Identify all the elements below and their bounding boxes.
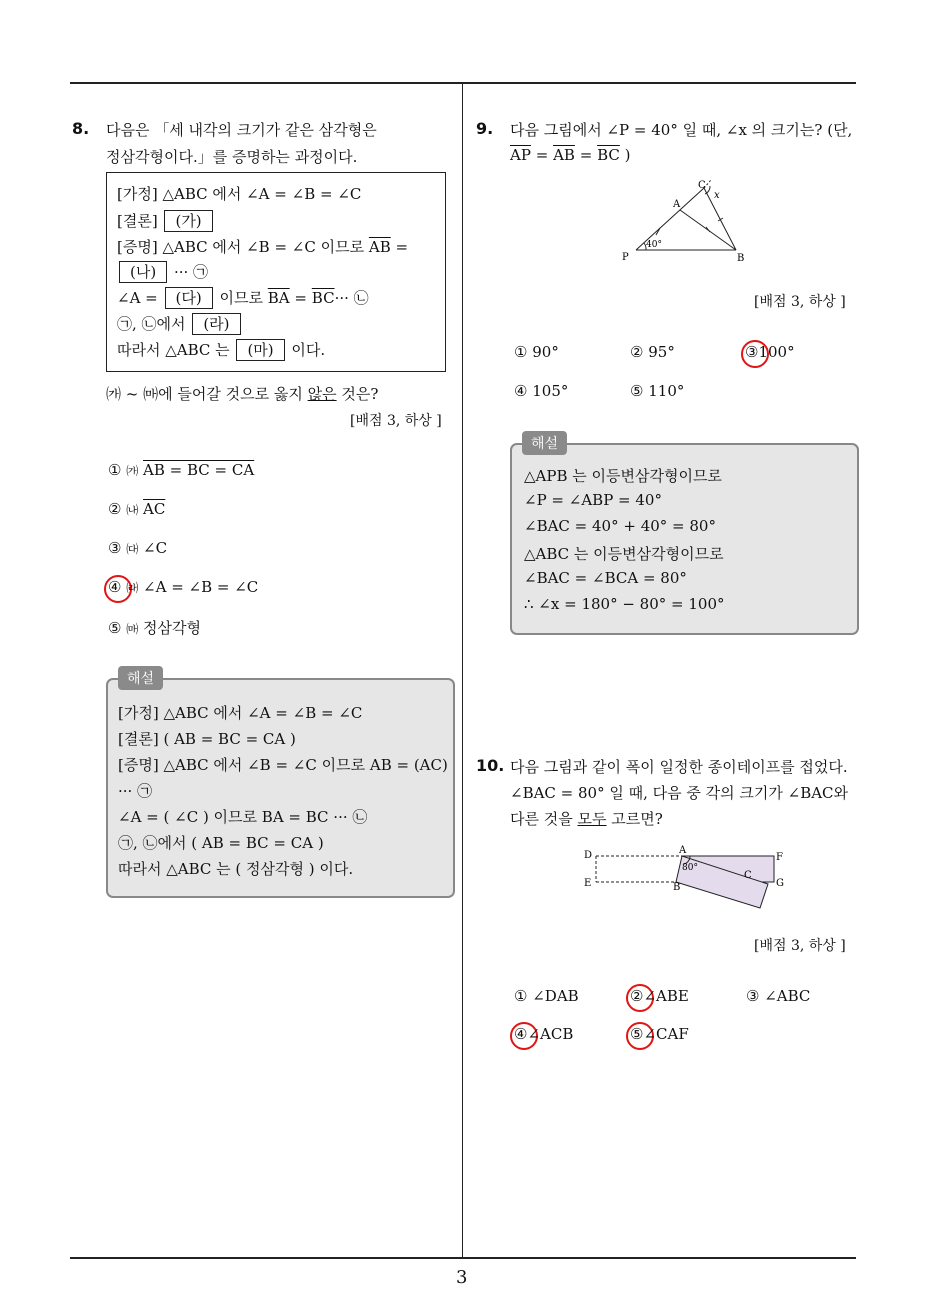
q10-label-e: E	[584, 878, 592, 889]
q10-choice-5-text: ∠CAF	[643, 1025, 689, 1043]
q8-choice-5-num: ⑤	[108, 619, 122, 637]
bottom-rule	[70, 1257, 856, 1259]
q10-choice-3[interactable]	[746, 987, 810, 1005]
q8-choice-1-text: AB = BC = CA	[143, 461, 255, 479]
q8-blank-ra: (라)	[192, 313, 240, 335]
q10-tape-figure	[578, 840, 788, 916]
q8-box-assumption: [가정] △ABC 에서 ∠A = ∠B = ∠C	[117, 185, 362, 203]
q9-choice-1-text: 90°	[532, 343, 559, 361]
q8-box-bc: $\overline{BC}$	[311, 289, 335, 307]
q8-choice-3-tag: ㈐	[126, 542, 139, 556]
q8-stem-line1: 다음은 「세 내각의 크기가 같은 삼각형은	[106, 121, 377, 139]
q8-box-eq: =	[395, 238, 409, 256]
q9-number: 9.	[476, 119, 494, 138]
q8-blank-da: (다)	[165, 287, 213, 309]
q9-choice-2-num: ②	[630, 343, 644, 361]
q8-choice-5[interactable]	[108, 617, 201, 638]
q10-number: 10.	[476, 756, 505, 775]
q8-choice-4[interactable]	[108, 578, 258, 596]
q9-stem-line1: 다음 그림에서 ∠P = 40° 일 때, ∠x 의 크기는? (단,	[510, 121, 853, 139]
q9-label-p: P	[622, 252, 629, 263]
q10-stem-line1: 다음 그림과 같이 폭이 일정한 종이테이프를 접었다.	[510, 758, 848, 776]
q8-box-because: 이므로	[219, 289, 263, 307]
q8-choice-4-tag: ㈑	[126, 581, 139, 595]
q8-choice-2-text: $\overline{AC}$	[143, 500, 166, 518]
q9-choice-4[interactable]	[514, 382, 568, 400]
q9-angle-arc-x	[705, 186, 710, 194]
q10-score: [배점 3, 하상 ]	[754, 938, 846, 954]
q8-score: [배점 3, 하상 ]	[350, 413, 442, 429]
q9-sol-line1: △APB 는 이등변삼각형이므로	[524, 467, 722, 485]
q10-label-f: F	[776, 852, 783, 863]
q8-box-line5	[117, 287, 369, 309]
q10-label-angle: 80°	[682, 863, 698, 873]
q9-choice-2-text: 95°	[648, 343, 675, 361]
q9-choice-3-text: 100°	[758, 343, 795, 361]
page-number: 3	[456, 1267, 468, 1288]
q10-stem-line3b: 고르면?	[611, 810, 663, 828]
q8-choice-5-text: 정삼각형	[143, 619, 201, 637]
q9-stem-eq1: =	[535, 146, 549, 164]
q9-score: [배점 3, 하상 ]	[754, 294, 846, 310]
q8-blank-ma: (마)	[236, 339, 284, 361]
q9-solution-box	[510, 443, 859, 635]
q8-sol-line3: [증명] △ABC 에서 ∠B = ∠C 이므로 AB = (AC)	[118, 756, 448, 774]
q9-choice-3-num: ③	[745, 343, 759, 361]
q9-choice-1-num: ①	[514, 343, 528, 361]
q10-choice-5-num: ⑤	[630, 1025, 644, 1043]
q9-sol-line2: ∠P = ∠ABP = 40°	[524, 491, 662, 509]
q9-choice-3[interactable]	[745, 343, 795, 361]
q8-box-angle-a: ∠A =	[117, 289, 158, 307]
q8-choice-1[interactable]	[108, 461, 254, 479]
q9-sol-line3: ∠BAC = 40° + 40° = 80°	[524, 517, 716, 535]
q10-stem-line3	[510, 808, 663, 829]
q9-label-b: B	[737, 253, 745, 264]
q9-label-angle: 40°	[646, 240, 662, 250]
q8-box-therefore: 따라서 △ABC 는	[117, 341, 230, 359]
q8-sol-line4: ··· ㉠	[118, 782, 153, 800]
q8-question-b: 것은?	[341, 385, 379, 403]
q8-sol-line7: 따라서 △ABC 는 ( 정삼각형 ) 이다.	[118, 860, 354, 878]
q9-stem-eq2: =	[579, 146, 593, 164]
q8-solution-box	[106, 678, 455, 898]
q9-sol-line4: △ABC 는 이등변삼각형이므로	[524, 545, 724, 563]
q10-choice-3-num: ③	[746, 987, 760, 1005]
q9-stem-ap: $\overline{AP}$	[510, 146, 531, 164]
q8-box-from: ㉠, ㉡에서	[117, 315, 186, 333]
q8-question	[106, 383, 378, 404]
q8-choice-4-text: ∠A = ∠B = ∠C	[143, 578, 259, 596]
q10-choice-4[interactable]	[514, 1025, 573, 1043]
q8-choice-2-num: ②	[108, 500, 122, 518]
q10-label-c: C	[744, 870, 752, 881]
q10-choice-1[interactable]	[514, 987, 579, 1005]
q8-box-ref2: ··· ㉡	[334, 289, 369, 307]
q8-box-conclusion	[117, 210, 215, 232]
q8-box-line7	[117, 339, 325, 361]
q8-solution-tag: 해설	[118, 666, 163, 690]
q8-choice-3[interactable]	[108, 539, 167, 557]
q8-box-eq2: =	[294, 289, 307, 307]
q10-choice-5[interactable]	[630, 1025, 689, 1043]
q9-stem-ab: $\overline{AB}$	[553, 146, 575, 164]
q8-sol-line6: ㉠, ㉡에서 ( AB = BC = CA )	[118, 834, 324, 852]
q9-label-c: C	[698, 180, 706, 191]
q9-stem-close: )	[624, 146, 631, 164]
q8-box-conclusion-label: [결론]	[117, 212, 158, 230]
q10-choice-1-text: ∠DAB	[532, 987, 579, 1005]
q8-choice-2-tag: ㈏	[126, 503, 139, 517]
q10-choice-1-num: ①	[514, 987, 528, 1005]
q9-label-a: A	[673, 199, 681, 210]
q8-choice-5-tag: ㈒	[126, 622, 139, 636]
q9-choice-1[interactable]	[514, 343, 559, 361]
q8-box-proof-label: [증명] △ABC 에서 ∠B = ∠C 이므로	[117, 238, 365, 256]
q8-sol-line5: ∠A = ( ∠C ) 이므로 BA = BC ··· ㉡	[118, 808, 368, 826]
q9-stem-line2	[510, 146, 631, 164]
q10-choice-2-num: ②	[630, 987, 644, 1005]
q8-sol-line1: [가정] △ABC 에서 ∠A = ∠B = ∠C	[118, 704, 363, 722]
q8-box-end: 이다.	[291, 341, 326, 359]
q8-box-ref1: ··· ㉠	[173, 263, 209, 281]
q9-stem-bc: $\overline{BC}$	[597, 146, 620, 164]
q8-blank-ga: (가)	[164, 210, 212, 232]
q9-choice-5-text: 110°	[648, 382, 685, 400]
q8-choice-3-num: ③	[108, 539, 122, 557]
q9-choice-4-text: 105°	[532, 382, 569, 400]
q10-label-d: D	[584, 850, 593, 861]
q10-stem-underlined: 모두	[577, 810, 607, 828]
q9-solution-tag: 해설	[522, 431, 567, 455]
q9-choice-4-num: ④	[514, 382, 528, 400]
q10-choice-2[interactable]	[630, 987, 689, 1005]
q8-choice-1-num: ①	[108, 461, 122, 479]
q9-choice-5-num: ⑤	[630, 382, 644, 400]
q8-choice-3-text: ∠C	[143, 539, 168, 557]
q8-box-ba: $\overline{BA}$	[267, 289, 290, 307]
q9-sol-line5: ∠BAC = ∠BCA = 80°	[524, 569, 687, 587]
q10-choice-3-text: ∠ABC	[764, 987, 811, 1005]
q8-box-line6	[117, 313, 243, 335]
q8-blank-na: (나)	[119, 261, 167, 283]
q10-choice-4-text: ∠ACB	[527, 1025, 574, 1043]
q8-choice-1-tag: ㈎	[126, 464, 139, 478]
q8-question-underlined: 않은	[307, 385, 337, 403]
q9-choice-5[interactable]	[630, 382, 684, 400]
q10-label-g: G	[776, 878, 784, 889]
q8-sol-line2: [결론] ( AB = BC = CA )	[118, 730, 296, 748]
q10-stem-line3a: 다른 것을	[510, 810, 573, 828]
q8-choice-2[interactable]	[108, 500, 165, 518]
q10-choice-4-num: ④	[514, 1025, 528, 1043]
q9-choice-2[interactable]	[630, 343, 675, 361]
q10-choice-2-text: ∠ABE	[643, 987, 689, 1005]
q10-label-a: A	[679, 845, 687, 856]
q8-number: 8.	[72, 119, 90, 138]
q8-choice-4-num: ④	[108, 578, 122, 596]
q9-sol-line6: ∴ ∠x = 180° − 80° = 100°	[524, 595, 725, 613]
q8-box-line4	[117, 261, 208, 283]
q8-box-ab: $\overline{AB}$	[368, 238, 391, 256]
column-divider	[462, 84, 463, 1258]
q8-question-a: ㈎ ~ ㈒에 들어갈 것으로 옳지	[106, 385, 303, 403]
q8-stem-line2: 정삼각형이다.」를 증명하는 과정이다.	[106, 148, 358, 166]
q10-stem-line2: ∠BAC = 80° 일 때, 다음 중 각의 크기가 ∠BAC와	[510, 784, 849, 802]
q8-box-proof	[117, 236, 408, 257]
q9-label-x: x	[714, 190, 720, 201]
q9-triangle-figure	[610, 176, 760, 268]
q8-proof-box	[106, 172, 446, 372]
q10-label-b: B	[673, 882, 681, 893]
q9-segment-cb	[704, 188, 736, 250]
